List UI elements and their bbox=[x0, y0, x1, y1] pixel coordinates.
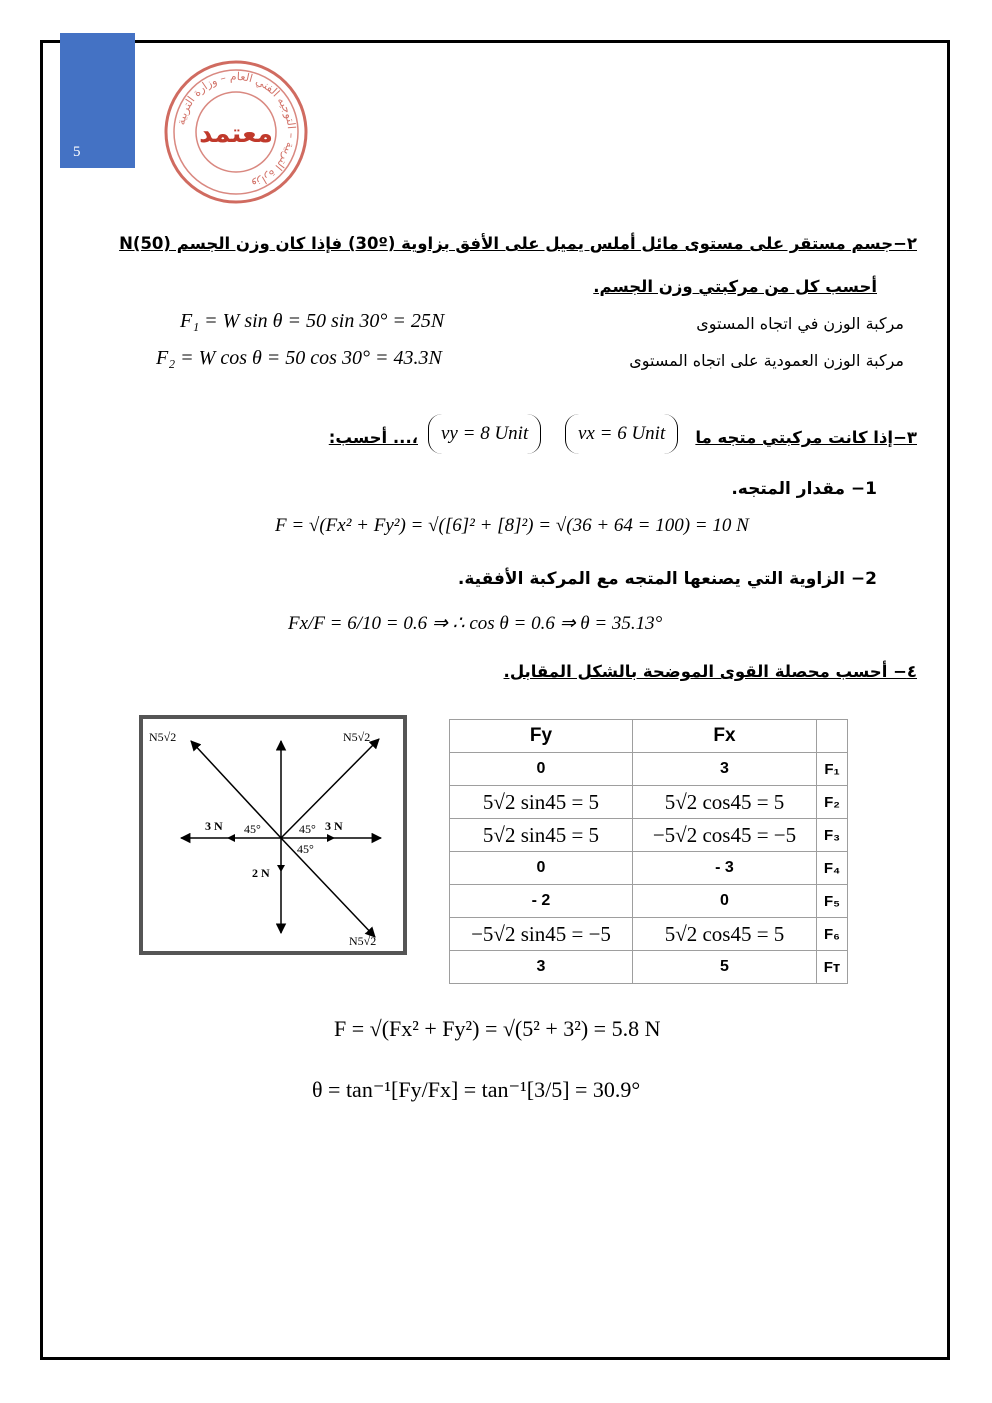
q3-item1: 1− مقدار المتجه. bbox=[731, 479, 877, 499]
table-row: −5√2 sin45 = −5 5√2 cos45 = 5 F₆ bbox=[450, 918, 848, 951]
q2-line2-label: مركبة الوزن العمودية على اتجاه المستوى bbox=[629, 351, 904, 370]
q2-line1-label: مركبة الوزن في اتجاه المستوى bbox=[696, 314, 904, 333]
q3-item1-equation: F = √(Fx² + Fy²) = √([6]² + [8]²) = √(36 + 64 = 100) = 10 N bbox=[275, 515, 749, 536]
label-top-left: N5√2 bbox=[149, 730, 177, 744]
q4-title: ٤− أحسب محصلة القوى الموضحة بالشكل المقابل. bbox=[503, 662, 917, 681]
force-diagram bbox=[139, 715, 407, 955]
resultant-equation: F = √(Fx² + Fy²) = √(5² + 3²) = 5.8 N bbox=[334, 1016, 661, 1041]
table-row: - 2 0 F₅ bbox=[450, 885, 848, 918]
page-number: 5 bbox=[73, 144, 81, 160]
q3-vx: vx = 6 Unit bbox=[565, 414, 678, 454]
table-row: 5√2 sin45 = 5 −5√2 cos45 = −5 F₃ bbox=[450, 819, 848, 852]
q3-title: ٣−إذا كانت مركبتي متجه ما bbox=[695, 428, 917, 447]
page-number-tab bbox=[60, 33, 135, 168]
approval-stamp bbox=[162, 58, 310, 206]
header-label bbox=[817, 720, 848, 753]
q2-line1-equation: F₁ = W sin θ = 50 sin 30° = 25N bbox=[180, 310, 445, 332]
label-down: 2 N bbox=[252, 866, 270, 880]
label-bottom-right: N5√2 bbox=[349, 934, 377, 948]
label-left: 3 N bbox=[205, 819, 223, 833]
angle-left: 45° bbox=[244, 822, 261, 836]
q3-item2-equation: Fx/F = 6/10 = 0.6 ⇒ ∴ cos θ = 0.6 ⇒ θ = 35.13° bbox=[288, 613, 663, 634]
q3-item2: 2− الزاوية التي يصنعها المتجه مع المركبة الأفقية. bbox=[457, 569, 877, 589]
angle-right: 45° bbox=[299, 822, 316, 836]
q2-line2-equation: F₂ = W cos θ = 50 cos 30° = 43.3N bbox=[156, 347, 442, 369]
label-right: 3 N bbox=[325, 819, 343, 833]
header-fx: Fx bbox=[633, 720, 817, 753]
svg-text:وزارة التربية – التوجيه الفني: وزارة التربية – التوجيه الفني العام – وزارة التربية bbox=[174, 69, 299, 192]
label-top-right: N5√2 bbox=[343, 730, 371, 744]
header-fy: Fy bbox=[450, 720, 633, 753]
q2-subtitle: أحسب كل من مركبتي وزن الجسم. bbox=[593, 277, 877, 296]
table-row: 0 3 F₁ bbox=[450, 753, 848, 786]
q3-vy: vy = 8 Unit bbox=[428, 414, 541, 454]
table-row: 3 5 Fᴛ bbox=[450, 951, 848, 984]
table-row: 5√2 sin45 = 5 5√2 cos45 = 5 F₂ bbox=[450, 786, 848, 819]
q3-ask: ،... أحسب: bbox=[328, 428, 418, 447]
table-header-row bbox=[450, 720, 848, 753]
table-row: 0 - 3 F₄ bbox=[450, 852, 848, 885]
q2-title: ٢−جسم مستقر على مستوى مائل أملس يميل على الأفق بزاوية (30º) فإذا كان وزن الجسم N(50) bbox=[119, 234, 917, 253]
angle-equation: θ = tan⁻¹[Fy/Fx] = tan⁻¹[3/5] = 30.9° bbox=[312, 1077, 641, 1102]
stamp-word: معتمد bbox=[199, 119, 273, 149]
angle-below: 45° bbox=[297, 842, 314, 856]
components-table bbox=[449, 719, 848, 984]
